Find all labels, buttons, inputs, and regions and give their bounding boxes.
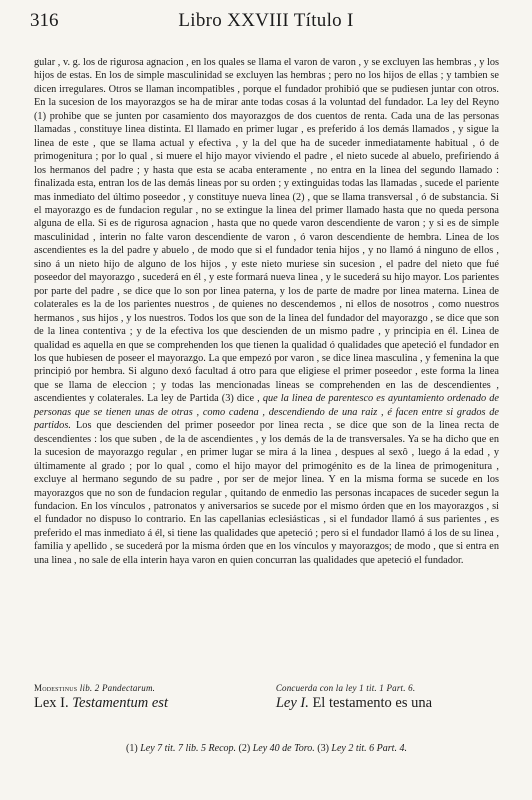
spanish-law-opening: El testamento es una [312,695,433,711]
body-paragraph-text: gular , v. g. los de rigurosa agnacion , en los quales se llama el varon de varon , y se excluyen las hembras , y los hijos de estas. En los de simple masculinidad se excluyen las hembras ; pero no los hijos de ellas ; y tambien se dicen irregulares. Otros se llaman incompatibles , porque el fundador prohibió que se pudiesen juntar con otros. En la sucesion de los mayorazgos se ha de mirar ante todas cosas á la voluntad del fundador. La ley del Reyno (1) prohibe que se junten por casamiento dos mayorazgos de dos cuentos de renta. Cada una de las personas llamadas , constituye linea distinta. El llamado en primer lugar , es preferido á los demás llamados , y sigue la linea de este , que se llama actual y efectiva , y la del que ha de suceder inmediatamente habitual , ó de primogenitura ; por lo qual , si muere el hijo mayor viviendo el padre , el nieto sucede al abuelo, prefiriendo á los hermanos del padre ; y hasta que esta se acaba enteramente , no entra en la linea del segundo llamado : finalizada esta, entran los de las demás lineas por su orden ; y extinguidas todas las llamadas , sucede el pariente mas inmediato del último poseedor , y constituye nueva linea (2) , que se llama transversal , ó de substancia. Si el mayorazgo es de fundacion regular , no se extingue la linea del primer llamado hasta que no queda persona alguna de ella. Si es de rigurosa agnacion , hasta que no quede varon descendiente de varon ; y si es de simple masculinidad , interin no falte varon descendiente de varon , ó varon descendiente de hembra. Linea de los ascendientes es la del padre y abuelo , de modo que si el fundador tenia hijos , y no llamó á ninguno de ellos , sino á un nieto hijo de alguno de los hijos , y este nieto muriese sin sucesion , el padre del nieto que fué poseedor del mayorazgo , sucederá en él , y este formará nueva linea , y le sucederá su hijo mayor. Los parientes por parte del padre , se dice que lo son por linea paterna, y los de parte de madre por linea materna. Linea de colaterales es la de los parientes nuestros , de quienes no descendemos , ni ellos de nosotros , como nuestros hermanos , sus hijos , y los nuestros. Todos los que son de la linea del fundador del mayorazgo , se dice que son de la linea contentiva ; y de la efectiva los que descienden de un mismo padre , y principia en él. Linea de qualidad es aquella en que se comprehenden los que tienen la qualidad ó qualidades que apeteció el fundador en los que hubiesen de poseer el mayorazgo. La que empezó por varon , se dice linea masculina , y femenina la que principió por hembra. Si alguno dexó facultad á otro para que eligiese el primer poseedor , este forma la linea que se llama de eleccion ; y todas las mencionadas lineas se comprehenden en las de descendientes , ascendientes y colaterales. La ley de Partida (3) dice , [34,57,499,405]
body-text [34,56,499,567]
latin-source-name: Modestinus [34,683,78,693]
footnote-3-number: (3) [317,743,329,754]
latin-law-column [34,683,257,712]
body-paragraph-tail: Los que descienden del primer poseedor por linea recta , se dice que son de la linea recta de descendientes : los que suben , de la de ascendientes , y los demás de la de transversales. Ya se ha dicho que en la sucesion de mayorazgo regular , en primer lugar se mira á la linea , despues al sexô , luego á la edad , y últimamente al grado ; por lo qual , como el hijo mayor del primogénito es de la linea de primogenitura , excluye al hermano segundo de su padre , por ser de mejor linea. Y en la misma forma se sucede en los mayorazgos que no son de fundacion regular , quitando de enmedio las personas incapaces de suceder segun la fundacion. En los vínculos , patronatos y aniversarios se sucede por el mismo órden que en los mayorazgos , si el fundador no dispuso lo contrario. En las capellanias eclesiásticas , si el fundador llamó á sus parientes , es preferido el mas inmediato á él, si tiene las qualidades que apeteció ; pero si el fundador llamó á los de su linea , familia y apellido , se sucederá por la misma órden que en los vínculos y mayorazgos; de modo , que si entra en una linea , no sale de ella interin haya varon en quien concurran las qualidades que apeteció el fundador. [34,420,499,566]
partida-quote: que la linea de parentesco es ayuntamiento ordenado de personas que se tienen unas de otras , como cadena , descendiendo de una raiz , é facen entre si grados de partidos. [34,393,499,432]
page-number: 316 [30,10,59,31]
latin-source [34,683,257,693]
latin-source-ref: lib. 2 Pandectarum. [79,683,156,693]
footnote-2-text: Ley 40 de Toro. [252,743,315,754]
spanish-source: Concuerda con la ley 1 tit. 1 Part. 6. [275,683,416,693]
footnote-3-text: Ley 2 tit. 6 Part. 4. [331,743,407,754]
spanish-law-column [276,683,499,712]
footnote-1-text: Ley 7 tit. 7 lib. 5 Recop. [140,743,237,754]
spanish-law-number: Ley I. [275,695,309,711]
body-paragraph [34,56,499,567]
law-block [34,683,499,723]
latin-law-opening: Testamentum est [72,695,168,711]
latin-law-number: Lex I. [34,695,69,711]
running-title: Libro XXVIII Título I [178,10,354,31]
footnote-1-number: (1) [126,743,138,754]
latin-law-heading [34,695,257,712]
spanish-law-heading [276,695,499,712]
footnote-2-number: (2) [238,743,251,754]
page-header [30,10,502,36]
footnotes [34,743,499,754]
